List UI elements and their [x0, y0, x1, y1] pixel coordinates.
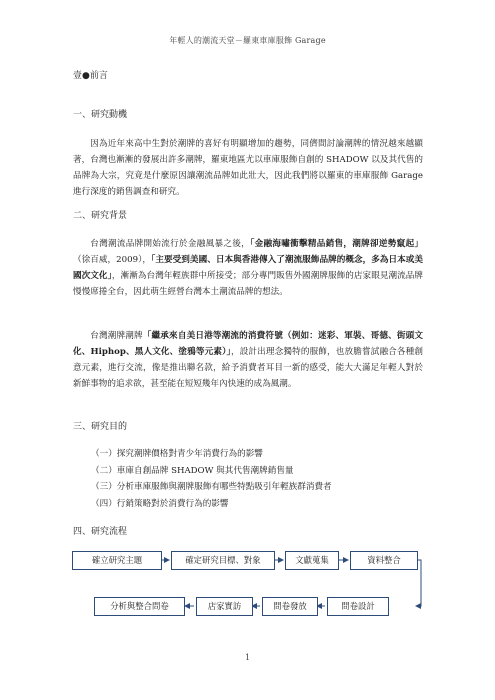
bg-p1-quote-2: 「主要受到美國、日本與香港傳入了潮流服飾品牌的概念，多為日本或美國次文化」	[73, 255, 424, 281]
motive-title: 一、研究動機	[73, 110, 128, 120]
flow-step-goals: 確定研究目標、對象	[171, 551, 275, 570]
running-header: 年輕人的潮流天堂－羅東車庫服飾 Garage	[169, 36, 326, 45]
bg-p1-part-a: 台灣潮流品牌開始流行於金融風暴之後，	[90, 239, 250, 249]
bg-p2-part-a: 台灣潮牌潮牌	[90, 331, 143, 341]
purpose-list	[91, 446, 421, 512]
purpose-item-1: （一）探究潮牌價格對青少年消費行為的影響	[91, 449, 263, 459]
purpose-item-2: （二）車庫自創品牌 SHADOW 與其代售潮牌銷售量	[91, 465, 294, 476]
bg-p2-quote: 「繼承來自美日港等潮流的消費符號（例如：迷彩、軍裝、哥德、街頭文化、Hiphop、黑人文化、塗鴉等元素）」	[73, 331, 423, 357]
page-number: 1	[244, 653, 251, 662]
bg-p1-quote-1: 「金融海嘯衝擊精品銷售，潮牌卻逆勢竄起」	[250, 239, 423, 249]
flow-step-distribution: 問卷發放	[262, 597, 318, 616]
flow-step-analysis: 分析與整合問卷	[94, 597, 185, 616]
flow-step-design: 問卷設計	[327, 597, 389, 616]
flow-step-store-visit: 店家實訪	[196, 597, 253, 616]
bg-p2-part-c: ，設計出理念獨特的服飾，也放膽嘗試融合各種創意元素，進行交流，像是推出聯名款，給予消費者耳目一新的感受，能大大滿足年輕人對於新鮮事物的追求欲，甚至能在短短幾年內快速的成為風潮。	[73, 347, 423, 389]
flow-step-topic: 確立研究主題	[72, 551, 162, 570]
preface-title: 壹●前言	[73, 71, 108, 81]
purpose-title: 三、研究目的	[73, 422, 128, 432]
bg-p1-part-e: ，漸漸為台灣年輕族群中所接受；部分專門販售外國潮牌服飾的店家眼見潮流品牌慢慢席捲全台，因此萌生經營台灣本土潮流品牌的想法。	[73, 271, 423, 297]
background-paragraph-2	[73, 328, 423, 392]
purpose-item-4: （四）行銷策略對於消費行為的影響	[91, 498, 229, 509]
background-paragraph-1	[73, 236, 423, 300]
motive-paragraph: 因為近年來高中生對於潮牌的喜好有明顯增加的趨勢，同儕間討論潮牌的情況越來越顯著，台灣也漸漸的發展出許多潮牌，羅東地區尤以車庫服飾自創的 SHADOW 以及其代售的品牌為大宗，究竟是什麼原因讓潮流品牌如此壯大，因此我們將以羅東的車庫服飾 Garage 進行深度的銷售調查和研究。	[73, 139, 423, 197]
flow-step-data-integration: 資料整合	[350, 551, 418, 570]
process-title: 四、研究流程	[73, 527, 128, 537]
background-title: 二、研究背景	[73, 211, 128, 221]
research-flowchart	[72, 550, 422, 625]
bg-p1-citation: （徐百威，2009），	[73, 255, 152, 265]
purpose-item-3: （三）分析車庫服飾與潮牌服飾有哪些特點吸引年輕族群消費者	[91, 482, 332, 492]
flow-step-literature: 文獻蒐集	[285, 551, 339, 570]
